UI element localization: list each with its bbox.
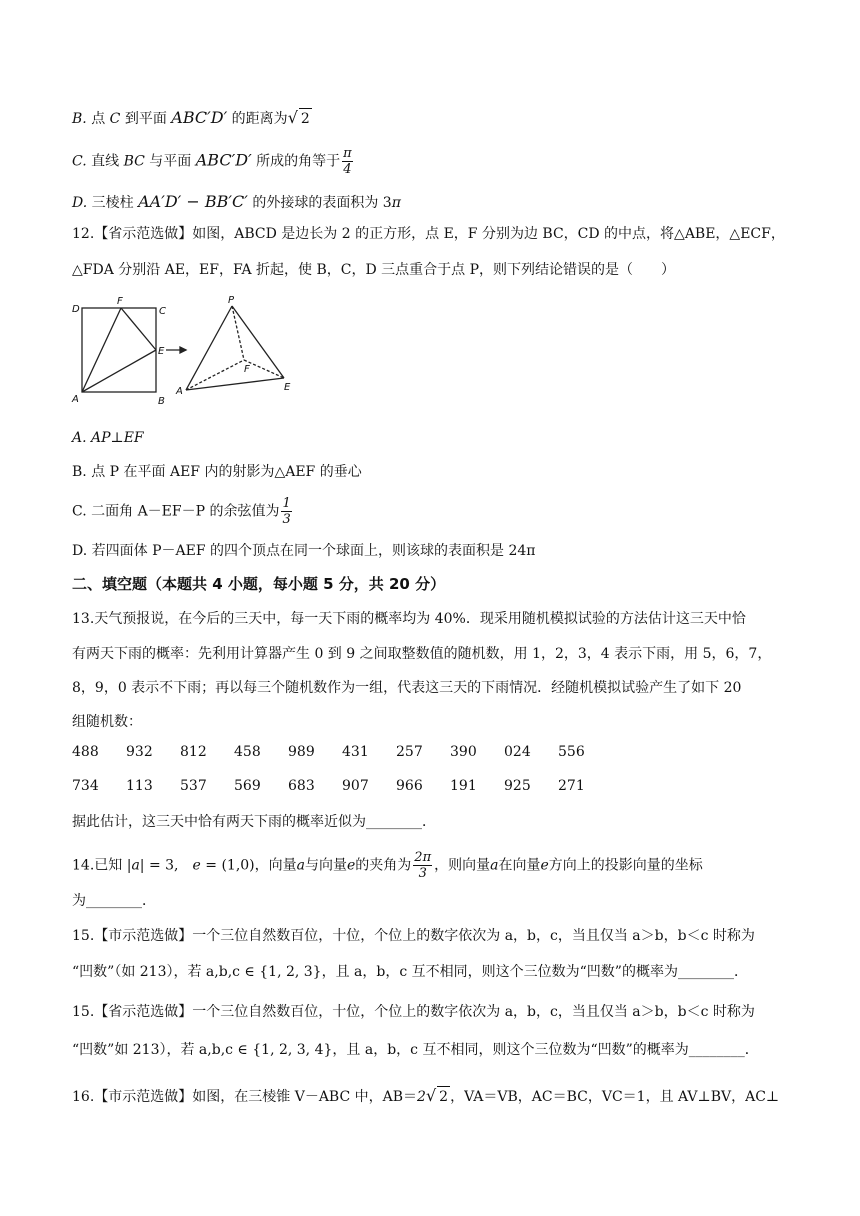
math-point: C [109, 111, 121, 127]
fraction [413, 850, 432, 881]
label-a: A [72, 394, 79, 405]
text: 所成的角等于 [251, 153, 341, 170]
section-heading: 二、填空题（本题共 4 小题，每小题 5 分，共 20 分） [72, 575, 446, 593]
fraction-numerator: π [343, 146, 352, 161]
sqrt-value: 2 [299, 108, 312, 129]
q15b-line2: “凹数”如 213），若 a,b,c ∈ {1, 2, 3, 4}，且 a，b，c 互不相同，则这个三位数为“凹数”的概率为________． [72, 1042, 759, 1058]
label-f-folded: F [244, 364, 250, 375]
vector-a: a [131, 857, 140, 874]
random-number: 734 [72, 778, 99, 794]
text: 方向上的投影向量的坐标 [548, 857, 703, 874]
label-d: D [72, 304, 80, 315]
q13-line3: 8，9，0 表示不下雨；再以每三个随机数作为一组，代表这三天的下雨情况．经随机模拟试验产生了如下 20 [72, 680, 742, 696]
q14-line1 [72, 850, 703, 881]
fold-line-ae [82, 350, 156, 392]
q14-line2: 为________． [72, 893, 156, 909]
q12-option-b: B. 点 P 在平面 AEF 内的射影为△AEF 的垂心 [72, 464, 362, 480]
random-number: 257 [396, 744, 423, 760]
vector-a: a [296, 857, 305, 874]
text: 点 [86, 111, 110, 127]
random-number: 024 [504, 744, 531, 760]
text: 16.【市示范选做】如图，在三棱锥 V－ABC 中，AB＝ [72, 1089, 418, 1105]
label-a-folded: A [176, 386, 183, 397]
sqrt-icon: √ [425, 1086, 437, 1105]
random-number: 989 [288, 744, 315, 760]
random-number: 966 [396, 778, 423, 794]
label-e: E [158, 346, 165, 357]
random-number: 488 [72, 744, 99, 760]
random-number: 932 [126, 744, 153, 760]
fraction [342, 146, 353, 177]
text: 与平面 [144, 153, 196, 170]
random-number: 812 [180, 744, 207, 760]
label-p: P [228, 295, 235, 306]
fold-line-af [82, 308, 121, 392]
random-number: 390 [450, 744, 477, 760]
edge-ae [186, 378, 284, 390]
q15a-line1: 15.【市示范选做】一个三位自然数百位，十位，个位上的数字依次为 a，b，c，当且仅当 a＞b，b＜c 时称为 [72, 928, 755, 944]
math-plane: ABC′D′ [171, 108, 228, 127]
random-number: 569 [234, 778, 261, 794]
q12-option-d: D. 若四面体 P－AEF 的四个顶点在同一个球面上，则该球的表面积是 24π [72, 543, 536, 559]
option-letter: C. [72, 153, 87, 170]
random-number: 925 [504, 778, 531, 794]
random-numbers-row-2 [72, 778, 632, 794]
fraction-numerator: 2π [414, 850, 432, 865]
option-letter: B. [72, 111, 87, 127]
option-letter: D. [72, 195, 88, 211]
folding-figure [66, 292, 298, 410]
text: 直线 [86, 153, 124, 170]
text: 的夹角为 [355, 857, 412, 874]
math-line: BC [123, 153, 145, 170]
fraction [281, 496, 291, 527]
fraction-numerator: 1 [282, 496, 291, 511]
random-number: 537 [180, 778, 207, 794]
fold-line-fe [121, 308, 156, 350]
q16-line1 [72, 1086, 779, 1107]
label-c: C [159, 306, 166, 317]
random-number: 458 [234, 744, 261, 760]
q13-line1: 13.天气预报说，在今后的三天中，每一天下雨的概率均为 40%．现采用随机模拟试验的方法估计这三天中恰 [72, 611, 746, 627]
label-b: B [158, 396, 165, 407]
arrow-head-icon [180, 347, 186, 353]
q12-stem-line2: △FDA 分别沿 AE，EF，FA 折起，使 B，C，D 三点重合于点 P，则下列结论错误的是（ ） [72, 262, 676, 278]
text: ，VA＝VB，AC＝BC，VC＝1，且 AV⊥BV，AC⊥ [450, 1089, 780, 1105]
q13-line5: 据此估计，这三天中恰有两天下雨的概率近似为________． [72, 814, 436, 830]
q11-option-b [72, 108, 312, 129]
label-f: F [117, 296, 123, 307]
q13-line4: 组随机数： [72, 714, 142, 730]
fraction-denominator: 3 [418, 866, 427, 881]
text: C. 二面角 A－EF－P 的余弦值为 [72, 503, 280, 520]
vector-a: a [490, 857, 499, 874]
text: 的距离为 [227, 111, 288, 127]
math-plane: ABC′D′ [195, 150, 252, 170]
text: | = 3, [139, 857, 193, 874]
random-number: 431 [342, 744, 369, 760]
sqrt-value: 2 [437, 1086, 450, 1107]
random-number: 271 [558, 778, 585, 794]
text: ，则向量 [434, 857, 491, 874]
q11-option-c [72, 146, 355, 177]
vector-e: e [192, 857, 201, 874]
label-e-folded: E [284, 382, 291, 393]
text: 14.已知 | [72, 857, 132, 874]
text: 在向量 [498, 857, 541, 874]
sqrt-icon: √ [287, 108, 298, 127]
text: 到平面 [120, 111, 172, 127]
q12-option-c [72, 496, 294, 527]
random-number: 907 [342, 778, 369, 794]
q12-option-a: A. AP⊥EF [72, 430, 144, 446]
q11-option-d [72, 192, 401, 213]
q15a-line2: “凹数”（如 213），若 a,b,c ∈ {1, 2, 3}，且 a，b，c 互不相同，则这个三位数为“凹数”的概率为________． [72, 964, 748, 980]
vector-e: e [540, 857, 549, 874]
vector-e: e [347, 857, 356, 874]
q12-stem-line1: 12.【省示范选做】如图，ABCD 是边长为 2 的正方形，点 E，F 分别为边 BC，CD 的中点，将△ABE，△ECF， [72, 226, 785, 242]
text: 三棱柱 [87, 195, 139, 211]
random-number: 683 [288, 778, 315, 794]
q15b-line1: 15.【省示范选做】一个三位自然数百位，十位，个位上的数字依次为 a，b，c，当且仅当 a＞b，b＜c 时称为 [72, 1004, 755, 1020]
random-number: 191 [450, 778, 477, 794]
square-abcd [82, 308, 156, 392]
q13-line2: 有两天下雨的概率：先利用计算器产生 0 到 9 之间取整数值的随机数，用 1，2，3，4 表示下雨，用 5，6，7， [72, 646, 772, 662]
text: 的外接球的表面积为 3 [247, 195, 392, 211]
pi-symbol: π [391, 195, 401, 211]
random-number: 556 [558, 744, 585, 760]
coefficient: 2 [417, 1089, 426, 1105]
text: 与向量 [305, 857, 347, 874]
text: = (1,0)，向量 [200, 857, 297, 874]
fraction-denominator: 4 [343, 162, 352, 177]
fraction-denominator: 3 [282, 512, 291, 527]
random-numbers-row-1 [72, 744, 632, 760]
math-prism: AA′D′ − BB′C′ [138, 192, 248, 211]
random-number: 113 [126, 778, 153, 794]
